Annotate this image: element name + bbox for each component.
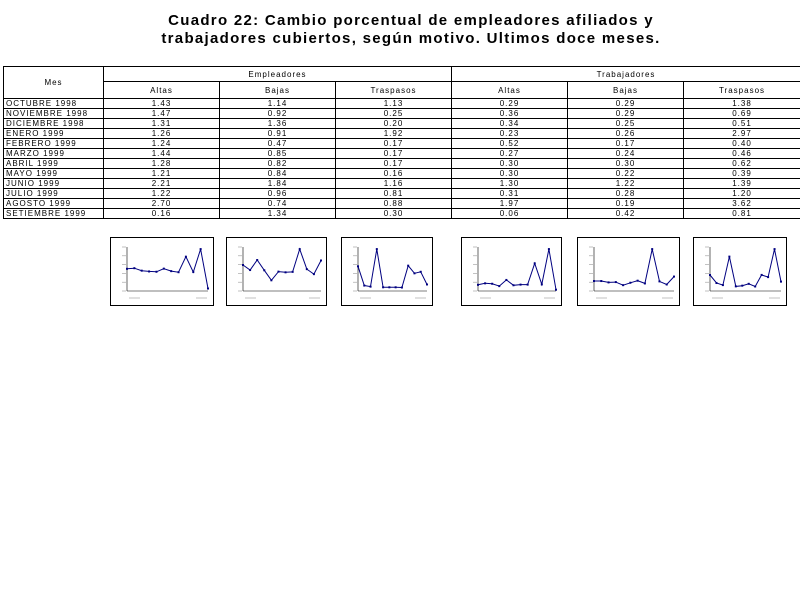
data-point [313, 273, 315, 275]
table-cell: 0.36 [452, 109, 568, 119]
data-point [709, 274, 711, 276]
data-point [629, 282, 631, 284]
data-point [133, 267, 135, 269]
table-cell: 2.97 [684, 129, 800, 139]
row-month: FEBRERO 1999 [4, 139, 104, 149]
table-cell: 0.16 [336, 169, 452, 179]
data-point [320, 259, 322, 261]
data-point [285, 271, 287, 273]
table-cell: 1.36 [220, 119, 336, 129]
data-point [534, 262, 536, 264]
data-point [761, 274, 763, 276]
data-point [292, 271, 294, 273]
mini-chart-svg [227, 238, 326, 305]
data-point [148, 270, 150, 272]
data-point [277, 271, 279, 273]
table-cell: 1.21 [104, 169, 220, 179]
data-point [505, 279, 507, 281]
row-month: JUNIO 1999 [4, 179, 104, 189]
table-row [4, 209, 800, 219]
table-cell: 0.30 [452, 159, 568, 169]
table-cell: 1.14 [220, 99, 336, 109]
data-point [754, 285, 756, 287]
mini-chart-svg [694, 238, 786, 305]
data-point [622, 284, 624, 286]
table-cell: 1.26 [104, 129, 220, 139]
table-cell: 0.74 [220, 199, 336, 209]
data-point [388, 286, 390, 288]
data-point [126, 268, 128, 270]
row-month: MAYO 1999 [4, 169, 104, 179]
table-cell: 0.52 [452, 139, 568, 149]
data-point [420, 271, 422, 273]
table-cell: 0.34 [452, 119, 568, 129]
group-trabajadores-header: Trabajadores [452, 67, 800, 82]
header-row [4, 67, 800, 82]
subheader-cell: Traspasos [336, 82, 452, 99]
row-month: OCTUBRE 1998 [4, 99, 104, 109]
table-cell: 1.34 [220, 209, 336, 219]
table-cell: 0.30 [336, 209, 452, 219]
data-point [242, 264, 244, 266]
table-cell: 0.23 [452, 129, 568, 139]
table-cell: 0.30 [452, 169, 568, 179]
group-empleadores-header: Empleadores [104, 67, 452, 82]
table-cell: 1.24 [104, 139, 220, 149]
table-cell: 2.21 [104, 179, 220, 189]
table-cell: 0.42 [568, 209, 684, 219]
data-point [306, 268, 308, 270]
series-line [478, 249, 556, 290]
table-cell: 0.16 [104, 209, 220, 219]
table-row [4, 99, 800, 109]
data-point [615, 281, 617, 283]
table-row [4, 149, 800, 159]
mini-chart-empleadores-traspasos [341, 237, 433, 306]
mini-chart-svg [462, 238, 561, 305]
table-cell: 1.30 [452, 179, 568, 189]
data-point [527, 284, 529, 286]
data-point [555, 289, 557, 291]
table-row [4, 159, 800, 169]
table-cell: 0.47 [220, 139, 336, 149]
row-month: DICIEMBRE 1998 [4, 119, 104, 129]
data-point [520, 284, 522, 286]
data-point [192, 271, 194, 273]
row-month: ENERO 1999 [4, 129, 104, 139]
table-cell: 1.28 [104, 159, 220, 169]
data-point [401, 287, 403, 289]
data-point [774, 248, 776, 250]
data-point [178, 271, 180, 273]
mes-header: Mes [4, 67, 104, 99]
data-point [666, 283, 668, 285]
data-point [407, 265, 409, 267]
data-point [593, 280, 595, 282]
table-cell: 0.62 [684, 159, 800, 169]
table-cell: 0.51 [684, 119, 800, 129]
data-point [491, 283, 493, 285]
table-cell: 0.82 [220, 159, 336, 169]
table-cell: 1.22 [568, 179, 684, 189]
title-line-1: Cuadro 22: Cambio porcentual de empleadores afiliados y [168, 12, 654, 29]
mini-chart-svg [111, 238, 213, 305]
table-row [4, 169, 800, 179]
subheader-cell: Traspasos [684, 82, 800, 99]
data-point [767, 276, 769, 278]
table-cell: 0.22 [568, 169, 684, 179]
table-cell: 1.22 [104, 189, 220, 199]
data-point [426, 283, 428, 285]
table-cell: 1.92 [336, 129, 452, 139]
mini-chart-trabajadores-altas [461, 237, 562, 306]
table-row [4, 129, 800, 139]
mini-chart-trabajadores-bajas [577, 237, 680, 306]
data-point [658, 280, 660, 282]
table-cell: 0.17 [336, 139, 452, 149]
table-cell: 0.81 [684, 209, 800, 219]
data-point [249, 269, 251, 271]
subheader-cell: Bajas [220, 82, 336, 99]
data-point [170, 270, 172, 272]
data-point [477, 284, 479, 286]
table-row [4, 119, 800, 129]
data-point [715, 282, 717, 284]
data-point [637, 280, 639, 282]
data-point [748, 283, 750, 285]
row-month: ABRIL 1999 [4, 159, 104, 169]
subheader-cell: Bajas [568, 82, 684, 99]
title-line-2: trabajadores cubiertos, según motivo. Ultimos doce meses. [161, 30, 661, 47]
series-line [594, 249, 674, 285]
data-point [382, 286, 384, 288]
series-line [243, 249, 321, 280]
data-point [363, 285, 365, 287]
table-cell: 1.39 [684, 179, 800, 189]
table-cell: 0.06 [452, 209, 568, 219]
data-point [200, 248, 202, 250]
table-cell: 0.17 [568, 139, 684, 149]
data-point [644, 282, 646, 284]
table-cell: 0.92 [220, 109, 336, 119]
data-point [207, 288, 209, 290]
table-cell: 1.13 [336, 99, 452, 109]
table-cell: 0.29 [568, 109, 684, 119]
row-month: SETIEMBRE 1999 [4, 209, 104, 219]
table-cell: 0.31 [452, 189, 568, 199]
data-point [673, 276, 675, 278]
table-cell: 1.43 [104, 99, 220, 109]
table-cell: 0.46 [684, 149, 800, 159]
table-cell: 3.62 [684, 199, 800, 209]
data-point [608, 281, 610, 283]
table-cell: 2.70 [104, 199, 220, 209]
data-point [376, 248, 378, 250]
table-cell: 0.19 [568, 199, 684, 209]
table-cell: 1.16 [336, 179, 452, 189]
subheader-row [4, 82, 800, 99]
data-table [3, 66, 800, 219]
data-point [722, 284, 724, 286]
table-cell: 0.85 [220, 149, 336, 159]
row-month: JULIO 1999 [4, 189, 104, 199]
data-point [263, 269, 265, 271]
table-cell: 0.26 [568, 129, 684, 139]
table-row [4, 179, 800, 189]
mini-chart-svg [578, 238, 679, 305]
data-point [256, 259, 258, 261]
data-point [155, 271, 157, 273]
table-cell: 1.97 [452, 199, 568, 209]
data-point [651, 248, 653, 250]
data-point [512, 284, 514, 286]
table-cell: 0.17 [336, 159, 452, 169]
table-row [4, 199, 800, 209]
data-point [395, 286, 397, 288]
data-point [548, 248, 550, 250]
table-cell: 0.69 [684, 109, 800, 119]
mini-chart-svg [342, 238, 432, 305]
table-cell: 0.20 [336, 119, 452, 129]
table-cell: 0.40 [684, 139, 800, 149]
table-cell: 0.28 [568, 189, 684, 199]
mini-chart-empleadores-bajas [226, 237, 327, 306]
data-point [600, 280, 602, 282]
data-point [780, 281, 782, 283]
data-point [185, 256, 187, 258]
table-cell: 0.91 [220, 129, 336, 139]
series-line [358, 249, 427, 287]
table-cell: 1.84 [220, 179, 336, 189]
subheader-cell: Altas [452, 82, 568, 99]
table-row [4, 139, 800, 149]
table-cell: 0.81 [336, 189, 452, 199]
row-month: AGOSTO 1999 [4, 199, 104, 209]
table-cell: 0.29 [568, 99, 684, 109]
series-line [127, 249, 208, 288]
mini-chart-trabajadores-traspasos [693, 237, 787, 306]
table-cell: 1.38 [684, 99, 800, 109]
data-point [741, 285, 743, 287]
table-cell: 1.31 [104, 119, 220, 129]
data-point [357, 265, 359, 267]
table-cell: 0.25 [336, 109, 452, 119]
table-cell: 1.47 [104, 109, 220, 119]
table-cell: 0.25 [568, 119, 684, 129]
table-row [4, 189, 800, 199]
data-point [413, 272, 415, 274]
data-point [370, 286, 372, 288]
table-row [4, 109, 800, 119]
data-point [484, 282, 486, 284]
data-point [270, 279, 272, 281]
table-cell: 0.17 [336, 149, 452, 159]
row-month: MARZO 1999 [4, 149, 104, 159]
table-cell: 0.29 [452, 99, 568, 109]
mini-chart-empleadores-altas [110, 237, 214, 306]
table-cell: 0.39 [684, 169, 800, 179]
subheader-cell: Altas [104, 82, 220, 99]
series-line [710, 249, 781, 286]
table-cell: 0.27 [452, 149, 568, 159]
data-point [541, 283, 543, 285]
table-cell: 0.84 [220, 169, 336, 179]
table-cell: 0.24 [568, 149, 684, 159]
table-cell: 0.96 [220, 189, 336, 199]
page-title [0, 12, 800, 48]
table-cell: 0.88 [336, 199, 452, 209]
table-cell: 1.20 [684, 189, 800, 199]
data-point [141, 270, 143, 272]
table-cell: 1.44 [104, 149, 220, 159]
data-point [163, 268, 165, 270]
row-month: NOVIEMBRE 1998 [4, 109, 104, 119]
data-point [735, 285, 737, 287]
data-point [498, 285, 500, 287]
data-point [299, 248, 301, 250]
table-cell: 0.30 [568, 159, 684, 169]
data-point [728, 256, 730, 258]
